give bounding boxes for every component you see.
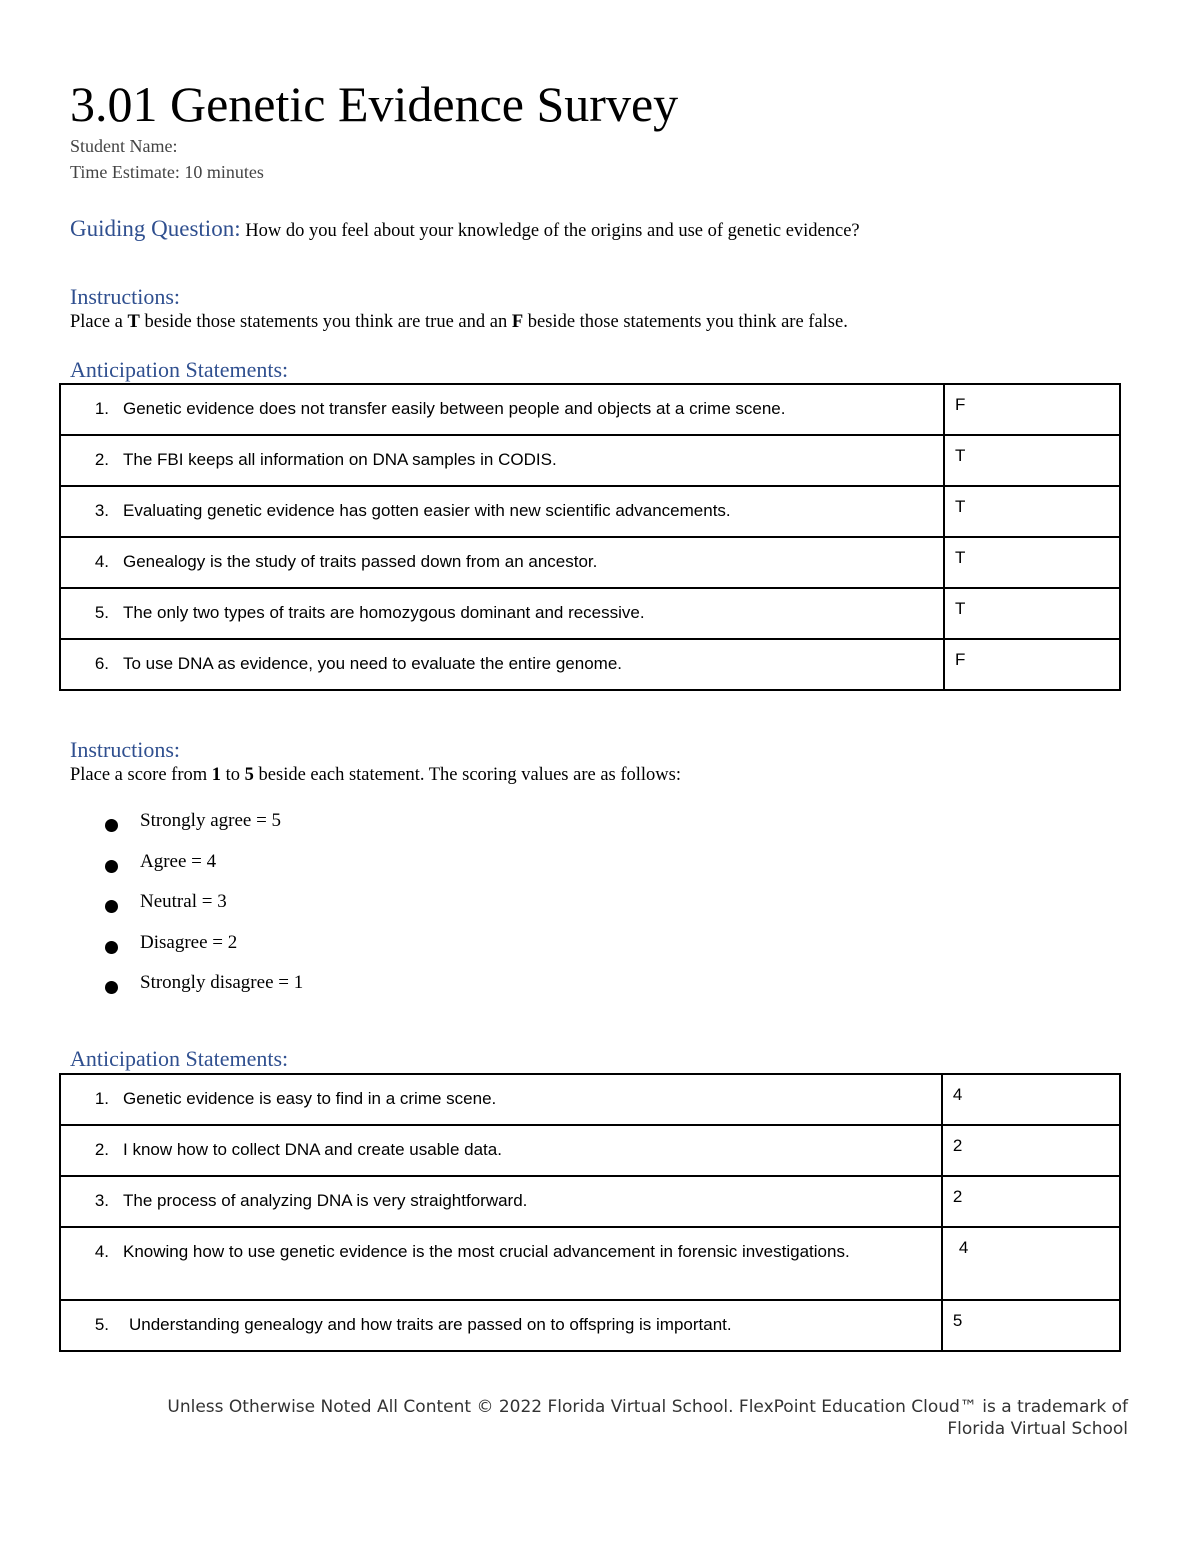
instr-bold-5: 5 (244, 765, 254, 785)
statement-number: 2. (94, 450, 109, 469)
table-row (60, 1074, 1120, 1125)
table-row (60, 1125, 1120, 1176)
guiding-question (70, 216, 860, 242)
scoring-scale-list (105, 810, 303, 1013)
table-row (60, 1176, 1120, 1227)
answer-cell[interactable]: F (944, 384, 1120, 435)
instr-part: Place a (70, 312, 128, 332)
bullet-icon (105, 941, 118, 954)
bullet-icon (105, 981, 118, 994)
answer-cell[interactable]: T (944, 435, 1120, 486)
statement-number: 6. (94, 654, 109, 673)
time-estimate: Time Estimate: 10 minutes (70, 162, 264, 182)
statement-cell (60, 639, 944, 690)
instructions-heading-1: Instructions: (70, 284, 180, 309)
statement-text: Genetic evidence does not transfer easily between people and objects at a crime scene. (123, 399, 786, 418)
statement-cell (60, 435, 944, 486)
statement-number: 3. (94, 1191, 109, 1210)
instr-bold-1: 1 (211, 765, 222, 785)
answer-cell[interactable]: F (944, 639, 1120, 690)
list-item (105, 972, 303, 1013)
scale-label: Strongly agree = 5 (140, 810, 282, 831)
instr-part: Place a score from (70, 765, 212, 785)
statement-text: Evaluating genetic evidence has gotten easier with new scientific advancements. (123, 501, 731, 520)
guiding-question-text: How do you feel about your knowledge of the origins and use of genetic evidence? (245, 221, 860, 241)
statement-number: 4. (94, 552, 109, 571)
instr-part: beside those statements you think are false. (523, 312, 848, 332)
table-row (60, 639, 1120, 690)
score-cell[interactable]: 5 (942, 1300, 1120, 1351)
answer-cell[interactable]: T (944, 537, 1120, 588)
instr-bold-t: T (127, 312, 140, 332)
statement-cell (60, 384, 944, 435)
statement-cell (60, 1125, 942, 1176)
statement-cell (60, 1227, 942, 1300)
score-cell[interactable]: 4 (942, 1227, 1120, 1300)
statement-cell (60, 1300, 942, 1351)
scale-label: Neutral = 3 (140, 891, 227, 912)
instr-part: to (221, 765, 245, 785)
table-row (60, 384, 1120, 435)
table-row (60, 1300, 1120, 1351)
statement-cell (60, 588, 944, 639)
table-row (60, 588, 1120, 639)
statement-number: 1. (94, 399, 109, 418)
statement-cell (60, 1074, 942, 1125)
statement-text: The FBI keeps all information on DNA samples in CODIS. (123, 450, 557, 469)
student-name-label: Student Name: (70, 136, 178, 156)
statement-number: 4. (94, 1242, 109, 1261)
statement-text: Genealogy is the study of traits passed down from an ancestor. (123, 552, 598, 571)
scale-label: Agree = 4 (140, 850, 217, 872)
instructions-heading-2: Instructions: (70, 737, 180, 762)
list-item (105, 810, 303, 851)
bullet-icon (105, 860, 118, 873)
statement-number: 2. (94, 1140, 109, 1159)
statement-text: Knowing how to use genetic evidence is the most crucial advancement in forensic investigations. (123, 1242, 850, 1261)
scale-label: Disagree = 2 (140, 931, 238, 953)
footer-line-1: Unless Otherwise Noted All Content © 2022 Florida Virtual School. FlexPoint Education Cloud™ is a trademark of (167, 1397, 1128, 1417)
statement-text: Genetic evidence is easy to find in a crime scene. (123, 1089, 497, 1108)
list-item (105, 891, 303, 932)
copyright-footer (167, 1396, 1128, 1440)
page-title: 3.01 Genetic Evidence Survey (70, 76, 679, 132)
list-item (105, 932, 303, 973)
statement-cell (60, 537, 944, 588)
guiding-question-label: Guiding Question: (70, 216, 241, 241)
anticipation-heading-2: Anticipation Statements: (70, 1046, 289, 1071)
statement-text: The process of analyzing DNA is very straightforward. (123, 1191, 528, 1210)
statement-number: 5. (94, 603, 109, 622)
bullet-icon (105, 900, 118, 913)
statement-text: Understanding genealogy and how traits are passed on to offspring is important. (129, 1315, 732, 1334)
score-cell[interactable]: 2 (942, 1176, 1120, 1227)
score-cell[interactable]: 2 (942, 1125, 1120, 1176)
statement-cell (60, 486, 944, 537)
statement-text: The only two types of traits are homozygous dominant and recessive. (123, 603, 645, 622)
list-item (105, 851, 303, 892)
instructions-text-2 (70, 765, 681, 786)
instr-part: beside those statements you think are true and an (139, 312, 512, 332)
answer-cell[interactable]: T (944, 588, 1120, 639)
score-table (59, 1073, 1121, 1352)
statement-text: To use DNA as evidence, you need to evaluate the entire genome. (123, 654, 622, 673)
footer-line-2: Florida Virtual School (947, 1419, 1128, 1439)
scale-label: Strongly disagree = 1 (140, 972, 304, 993)
instructions-text-1 (70, 312, 848, 333)
statement-text: I know how to collect DNA and create usable data. (123, 1140, 502, 1159)
instr-bold-f: F (511, 312, 524, 332)
bullet-icon (105, 819, 118, 832)
statement-number: 5. (94, 1315, 109, 1334)
statement-number: 1. (94, 1089, 109, 1108)
statement-cell (60, 1176, 942, 1227)
score-cell[interactable]: 4 (942, 1074, 1120, 1125)
table-row (60, 1227, 1120, 1300)
table-row (60, 486, 1120, 537)
statement-number: 3. (94, 501, 109, 520)
true-false-table (59, 383, 1121, 691)
anticipation-heading-1: Anticipation Statements: (70, 357, 289, 382)
answer-cell[interactable]: T (944, 486, 1120, 537)
table-row (60, 435, 1120, 486)
instr-part: beside each statement. The scoring values are as follows: (253, 765, 681, 785)
table-row (60, 537, 1120, 588)
